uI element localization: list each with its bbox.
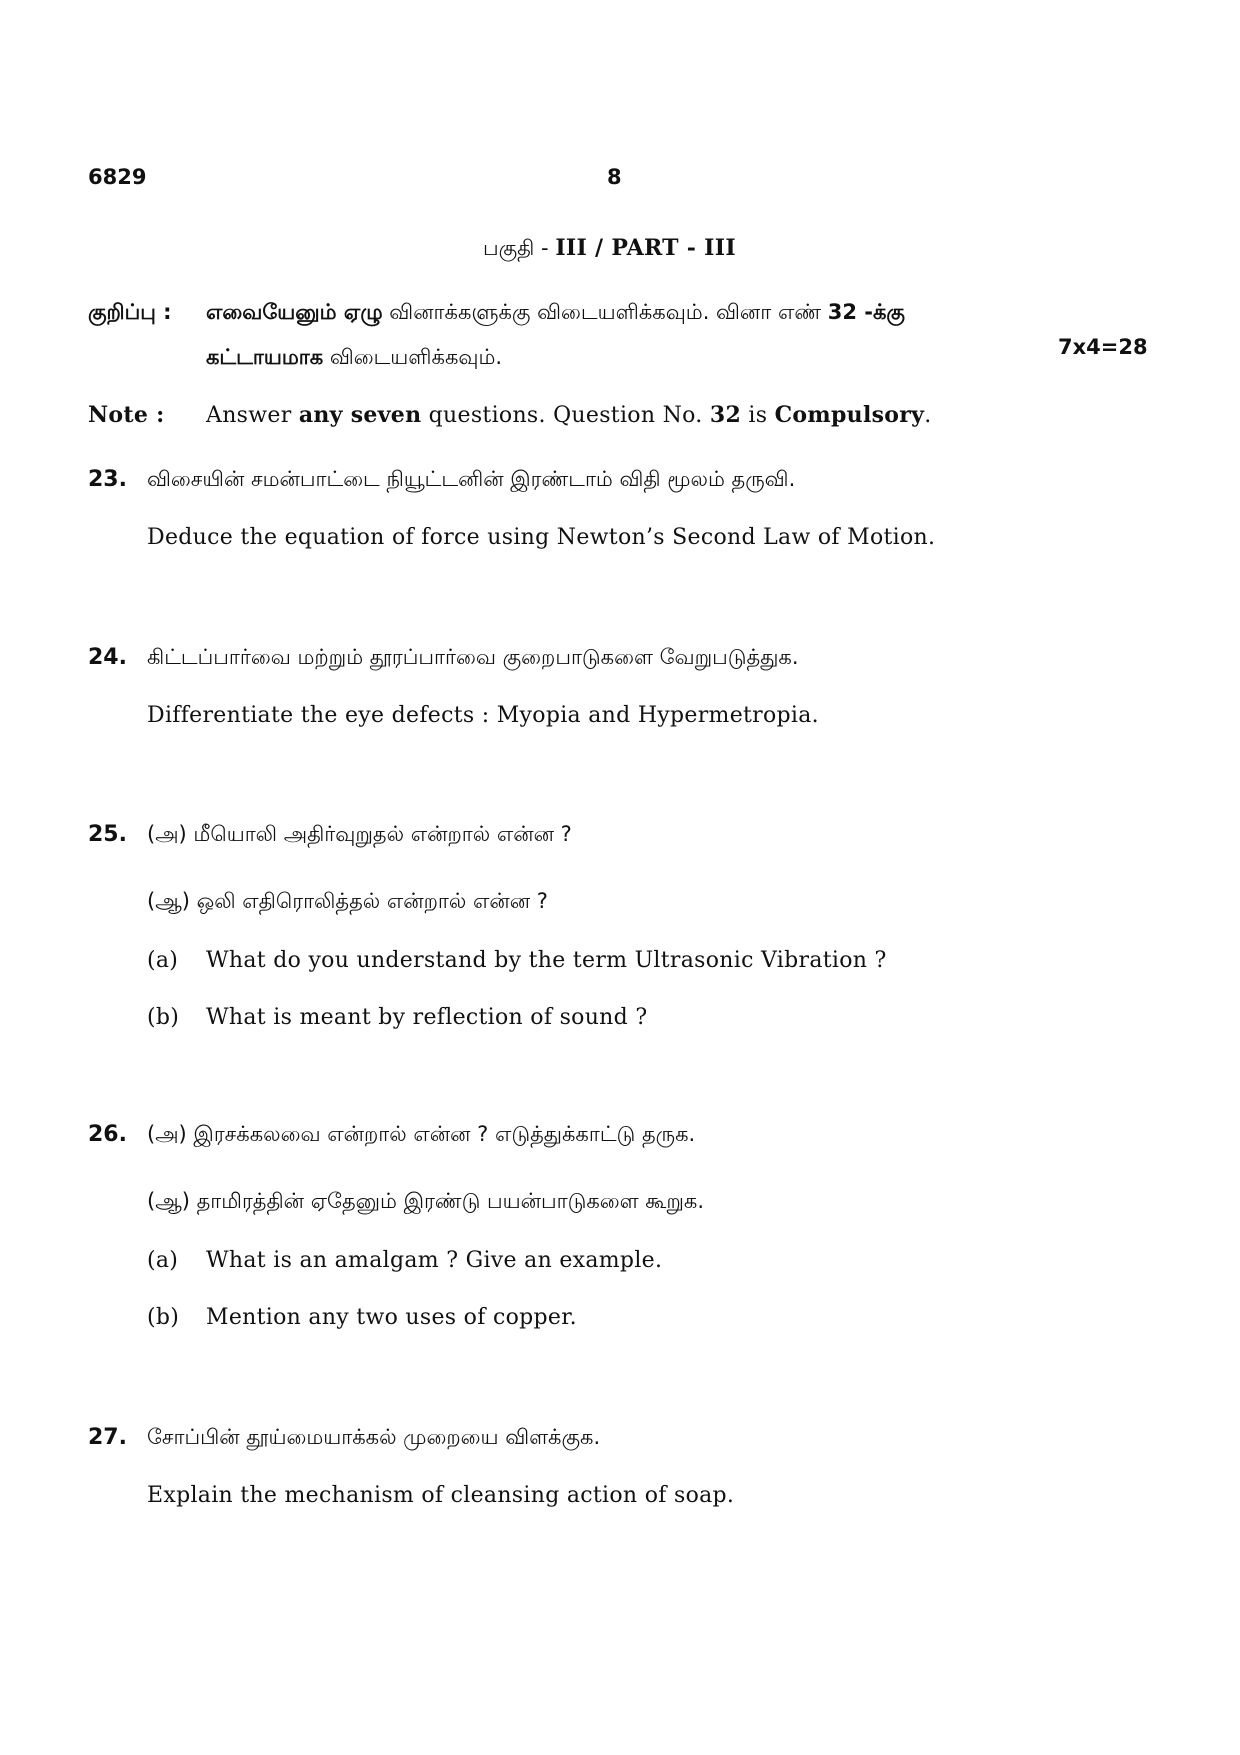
question-27-english: Explain the mechanism of cleansing action of soap. [147,1483,735,1508]
tamil-note-text2: விடையளிக்கவும். [323,345,503,369]
english-note-text [206,402,932,428]
tamil-note-label: குறிப்பு : [88,300,172,324]
english-note-text3: is [741,403,775,428]
page-number: 8 [607,165,622,189]
paper-code: 6829 [88,165,147,189]
part-title-english: III / PART - III [555,235,736,261]
question-26-tamil-b: (ஆ) தாமிரத்தின் ஏதேனும் இரண்டு பயன்பாடுகளை கூறுக. [147,1189,704,1213]
question-26-number: 26. [88,1122,127,1147]
english-note-text1: Answer [206,403,299,428]
question-26-english-b-label: (b) [147,1305,180,1330]
question-24-english: Differentiate the eye defects : Myopia and Hypermetropia. [147,703,819,728]
question-25-english-b-label: (b) [147,1005,180,1030]
question-23-english: Deduce the equation of force using Newton’s Second Law of Motion. [147,525,936,550]
question-26-english-a: What is an amalgam ? Give an example. [206,1248,663,1273]
question-23-number: 23. [88,467,127,492]
question-24-tamil: கிட்டப்பார்வை மற்றும் தூரப்பார்வை குறைபாடுகளை வேறுபடுத்துக. [147,645,799,669]
english-note-text2: questions. Question No. [421,403,710,428]
marks-allocation: 7x4=28 [1058,335,1148,359]
question-27-number: 27. [88,1425,127,1450]
tamil-note-bold3: கட்டாயமாக [206,345,324,369]
part-title-tamil: பகுதி - [483,236,556,260]
question-25-english-a: What do you understand by the term Ultrasonic Vibration ? [206,948,887,973]
question-24-number: 24. [88,645,127,670]
tamil-note-line2 [206,345,502,372]
question-25-tamil-b: (ஆ) ஒலி எதிரொலித்தல் என்றால் என்ன ? [147,889,548,913]
part-title [483,235,736,263]
question-25-number: 25. [88,822,127,847]
question-23-tamil: விசையின் சமன்பாட்டை நியூட்டனின் இரண்டாம் விதி மூலம் தருவி. [147,467,796,491]
english-note-text4: . [924,403,932,428]
question-26-english-b: Mention any two uses of copper. [206,1305,577,1330]
question-27-tamil: சோப்பின் தூய்மையாக்கல் முறையை விளக்குக. [147,1425,601,1449]
question-26-tamil-a: (அ) இரசக்கலவை என்றால் என்ன ? எடுத்துக்காட்டு தருக. [147,1122,696,1146]
english-note-label: Note : [88,402,165,428]
question-25-english-a-label: (a) [147,948,179,973]
question-25-english-b: What is meant by reflection of sound ? [206,1005,648,1030]
tamil-note-line1 [206,300,905,327]
tamil-note-text1: வினாக்களுக்கு விடையளிக்கவும். வினா எண் [382,300,828,324]
english-note-bold2: 32 [709,402,742,428]
question-26-english-a-label: (a) [147,1248,179,1273]
question-25-tamil-a: (அ) மீயொலி அதிர்வுறுதல் என்றால் என்ன ? [147,822,572,846]
tamil-note-bold2: 32 -க்கு [827,300,905,324]
tamil-note-bold1: எவையேனும் ஏழு [206,300,383,324]
english-note-bold3: Compulsory [774,402,925,428]
english-note-bold1: any seven [298,402,422,428]
